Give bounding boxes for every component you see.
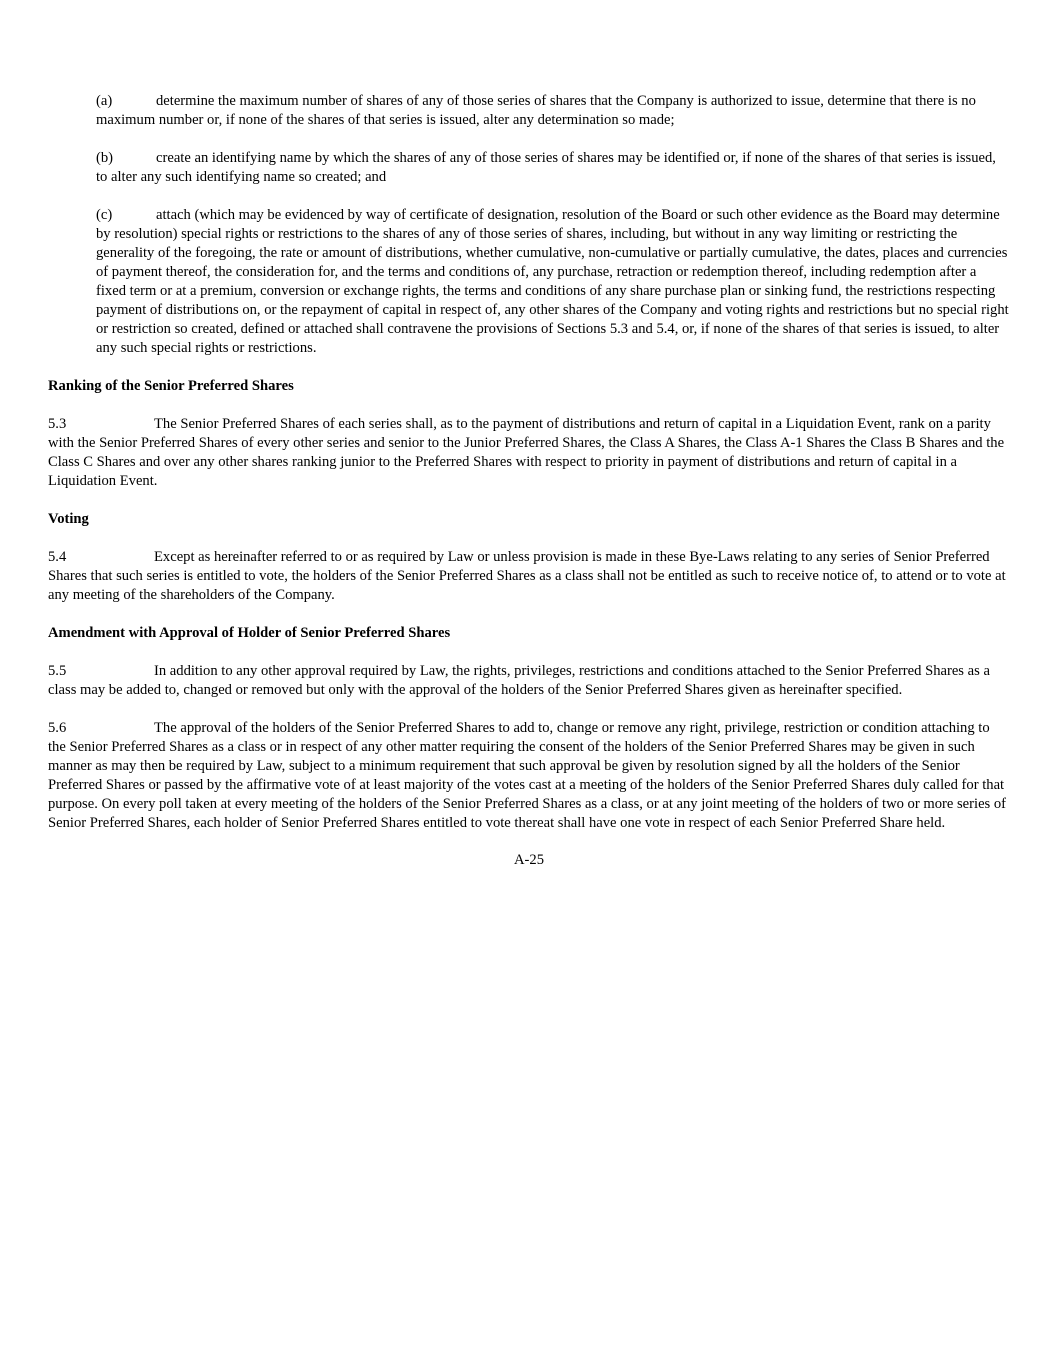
sub-item-label: (c) xyxy=(96,207,113,223)
paragraph-text: Except as hereinafter referred to or as required by Law or unless provision is made in these Bye-Laws relating to any series of Senior Preferred Shares that such series is entitled to vote, the holders of the Senior Preferred Shares as a class shall not be entitled as such to receive notice of, to attend or to vote at any meeting of the shareholders of the Company. xyxy=(48,549,1006,603)
document-page xyxy=(48,92,1010,870)
sub-item-text: create an identifying name by which the shares of any of those series of shares may be identified or, if none of the shares of that series is issued, to alter any such identifying name so created; and xyxy=(96,150,996,185)
sub-item-label: (b) xyxy=(96,150,114,166)
paragraph-number: 5.3 xyxy=(48,416,67,432)
paragraph-text: The Senior Preferred Shares of each series shall, as to the payment of distributions and return of capital in a Liquidation Event, rank on a parity with the Senior Preferred Shares of every other series and senior to the Junior Preferred Shares, the Class A Shares, the Class A-1 Shares the Class B Shares and the Class C Shares and over any other shares ranking junior to the Preferred Shares with respect to priority in payment of distributions and return of capital in a Liquidation Event. xyxy=(48,416,1005,489)
section-heading-amendment: Amendment with Approval of Holder of Senior Preferred Shares xyxy=(48,625,451,641)
sub-item-text: attach (which may be evidenced by way of certificate of designation, resolution of the Board or such other evidence as the Board may determine by resolution) special rights or restrictions to the shares of any of those series of shares, including, but without in any way limiting or restricting the generality of the foregoing, the rate or amount of distributions, whether cumulative, non-cumulative or partially cumulative, the dates, places and currencies of payment thereof, the consideration for, and the terms and conditions of, any purchase, retraction or redemption thereof, including redemption after a fixed term or at a premium, conversion or exchange rights, the terms and conditions of any share purchase plan or sinking fund, the restrictions respecting payment of distributions on, or the repayment of capital in respect of, any other shares of the Company and voting rights and restrictions but no special right or restriction so created, defined or attached shall contravene the provisions of Sections 5.3 and 5.4, or, if none of the shares of that series is issued, to alter any such special rights or restrictions. xyxy=(96,207,1009,356)
paragraph-number: 5.5 xyxy=(48,663,67,679)
section-heading-ranking: Ranking of the Senior Preferred Shares xyxy=(48,378,294,394)
paragraph-number: 5.4 xyxy=(48,549,67,565)
paragraph-text: In addition to any other approval required by Law, the rights, privileges, restrictions and conditions attached to the Senior Preferred Shares as a class may be added to, changed or removed but only with the approval of the holders of the Senior Preferred Shares given as hereinafter specified. xyxy=(48,663,990,698)
sub-item-c xyxy=(96,206,1010,358)
sub-item-label: (a) xyxy=(96,93,113,109)
paragraph-text: The approval of the holders of the Senior Preferred Shares to add to, change or remove any right, privilege, restriction or condition attaching to the Senior Preferred Shares as a class or in respect of any other matter requiring the consent of the holders of the Senior Preferred Shares may be given in such manner as may then be required by Law, subject to a minimum requirement that such approval be given by resolution signed by all the holders of the Senior Preferred Shares or passed by the affirmative vote of at least majority of the votes cast at a meeting of the holders of the Senior Preferred Shares duly called for that purpose. On every poll taken at every meeting of the holders of the Senior Preferred Shares as a class, or at any joint meeting of the holders of two or more series of Senior Preferred Shares, each holder of Senior Preferred Shares entitled to vote thereat shall have one vote in respect of each Senior Preferred Share held. xyxy=(48,720,1007,831)
paragraph-5-6 xyxy=(48,719,1010,833)
section-heading-voting: Voting xyxy=(48,511,89,527)
paragraph-5-4 xyxy=(48,548,1010,605)
sub-item-text: determine the maximum number of shares of any of those series of shares that the Company is authorized to issue, determine that there is no maximum number or, if none of the shares of that series is issued, alter any determination so made; xyxy=(96,93,976,128)
sub-item-a xyxy=(96,92,1010,130)
paragraph-5-3 xyxy=(48,415,1010,491)
sub-item-b xyxy=(96,149,1010,187)
page-number: A-25 xyxy=(514,852,544,868)
paragraph-number: 5.6 xyxy=(48,720,67,736)
paragraph-5-5 xyxy=(48,662,1010,700)
